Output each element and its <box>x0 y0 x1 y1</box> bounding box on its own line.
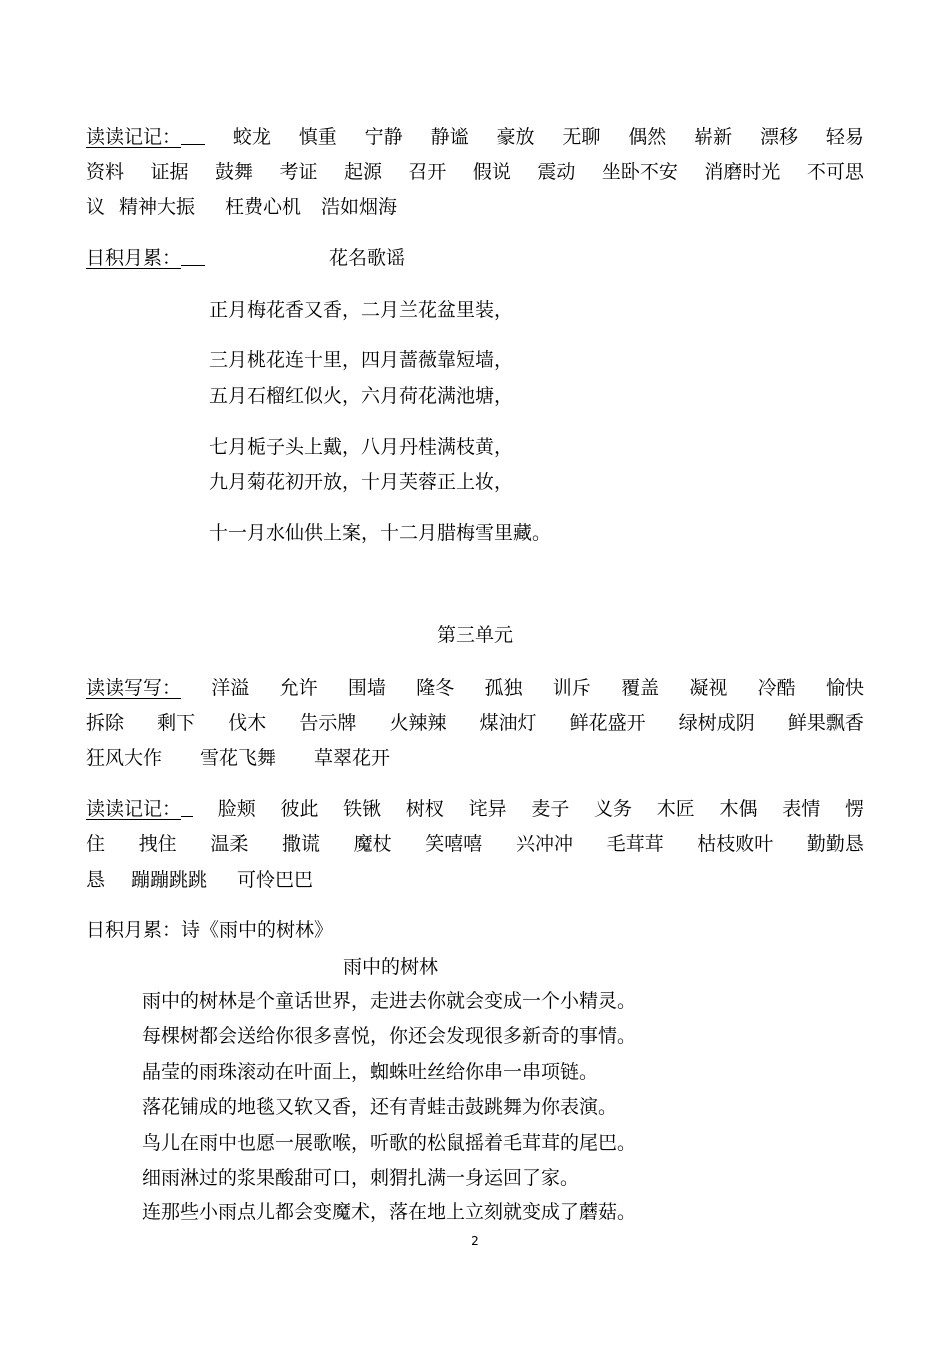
section-label: 读读记记： <box>86 798 182 820</box>
poem-line: 鸟儿在雨中也愿一展歌喉，听歌的松鼠摇着毛茸茸的尾巴。 <box>142 1132 637 1154</box>
section-label: 日积月累： <box>86 247 182 269</box>
poem-line: 九月菊花初开放，十月芙蓉正上妆， <box>209 471 514 493</box>
vocab-line <box>86 194 864 220</box>
poem-line: 每棵树都会送给你很多喜悦，你还会发现很多新奇的事情。 <box>142 1025 637 1047</box>
vocab-word: 证据 <box>150 161 189 183</box>
vocab-word: 撒谎 <box>281 833 320 855</box>
poem-line: 七月栀子头上戴，八月丹桂满枝黄， <box>209 436 514 458</box>
vocab-word: 冷酷 <box>757 677 796 699</box>
vocab-word: 洋溢 <box>211 677 250 699</box>
vocab-word: 表情 <box>782 798 821 820</box>
poem-line: 雨中的树林是个童话世界，走进去你就会变成一个小精灵。 <box>142 990 637 1012</box>
vocab-line <box>86 710 864 736</box>
vocab-word: 毛茸茸 <box>606 833 664 855</box>
section-label: 读读记记： <box>86 126 182 148</box>
poem-title: 花名歌谣 <box>329 247 406 269</box>
vocab-word: 枯枝败叶 <box>697 833 774 855</box>
vocab-line <box>86 831 864 857</box>
vocab-word: 火辣辣 <box>389 712 447 734</box>
vocab-word: 覆盖 <box>621 677 660 699</box>
vocab-word: 愉快 <box>825 677 864 699</box>
vocab-word: 脸颊 <box>217 798 256 820</box>
vocab-word: 蛟龙 <box>232 126 271 148</box>
vocab-word: 拽住 <box>138 833 177 855</box>
vocab-word: 消磨时光 <box>704 161 781 183</box>
vocab-word: 告示牌 <box>299 712 357 734</box>
vocab-word: 考证 <box>279 161 318 183</box>
poem-line: 正月梅花香又香，二月兰花盆里装， <box>209 299 514 321</box>
vocab-word: 伐木 <box>228 712 267 734</box>
vocab-word: 蹦蹦跳跳 <box>131 869 208 891</box>
section-heading: 日积月累：诗《雨中的树林》 <box>86 919 334 941</box>
vocab-line <box>86 745 864 771</box>
vocab-word: 铁锹 <box>343 798 382 820</box>
vocab-line <box>86 867 864 893</box>
vocab-word: 麦子 <box>531 798 570 820</box>
vocab-word: 可怜巴巴 <box>237 869 314 891</box>
section-label: 读读写写： <box>86 677 182 699</box>
vocab-word: 住 <box>86 833 106 855</box>
vocab-word: 兴冲冲 <box>515 833 573 855</box>
vocab-word: 彼此 <box>280 798 319 820</box>
vocab-line <box>86 796 864 822</box>
vocab-word: 木匠 <box>656 798 695 820</box>
vocab-word: 诧异 <box>468 798 507 820</box>
vocab-word: 训斥 <box>552 677 591 699</box>
vocab-word: 假说 <box>472 161 511 183</box>
vocab-word: 宁静 <box>364 126 403 148</box>
poem-line: 三月桃花连十里，四月蔷薇靠短墙， <box>209 349 514 371</box>
vocab-word: 拆除 <box>86 712 125 734</box>
vocab-word: 偶然 <box>628 126 667 148</box>
vocab-word: 孤独 <box>484 677 523 699</box>
vocab-word: 木偶 <box>719 798 758 820</box>
vocab-word: 精神大振 <box>119 196 196 218</box>
vocab-word: 愣 <box>844 798 864 820</box>
vocab-word: 起源 <box>343 161 382 183</box>
page-number: 2 <box>471 1234 479 1248</box>
vocab-word: 慎重 <box>298 126 337 148</box>
vocab-line <box>86 675 864 701</box>
vocab-word: 豪放 <box>496 126 535 148</box>
vocab-word: 草翠花开 <box>314 747 391 769</box>
vocab-word: 无聊 <box>562 126 601 148</box>
vocab-word: 树杈 <box>405 798 444 820</box>
vocab-word: 笑嘻嘻 <box>425 833 483 855</box>
vocab-word: 浩如烟海 <box>321 196 398 218</box>
vocab-word: 煤油灯 <box>479 712 537 734</box>
vocab-word: 轻易 <box>825 126 864 148</box>
unit-title: 第三单元 <box>436 624 513 646</box>
vocab-word: 坐卧不安 <box>601 161 678 183</box>
vocab-word: 围墙 <box>347 677 386 699</box>
vocab-word: 隆冬 <box>416 677 455 699</box>
vocab-word: 剩下 <box>157 712 196 734</box>
vocab-word: 议 <box>86 196 106 218</box>
vocab-word: 雪花飞舞 <box>200 747 277 769</box>
vocab-word: 狂风大作 <box>86 747 163 769</box>
poem-line: 晶莹的雨珠滚动在叶面上，蜘蛛吐丝给你串一串项链。 <box>142 1061 599 1083</box>
vocab-word: 义务 <box>594 798 633 820</box>
vocab-word: 崭新 <box>694 126 733 148</box>
vocab-word: 不可思 <box>806 161 864 183</box>
vocab-word: 魔杖 <box>353 833 392 855</box>
vocab-word: 温柔 <box>210 833 249 855</box>
vocab-word: 资料 <box>86 161 125 183</box>
poem-line: 连那些小雨点儿都会变魔术，落在地上立刻就变成了蘑菇。 <box>142 1201 637 1223</box>
poem-line: 细雨淋过的浆果酸甜可口，刺猬扎满一身运回了家。 <box>142 1167 580 1189</box>
vocab-word: 允许 <box>279 677 318 699</box>
vocab-line <box>86 159 864 185</box>
vocab-word: 召开 <box>408 161 447 183</box>
section-heading <box>86 245 864 271</box>
vocab-word: 枉费心机 <box>225 196 302 218</box>
poem-line: 五月石榴红似火，六月荷花满池塘， <box>209 385 514 407</box>
vocab-word: 鲜花盛开 <box>569 712 646 734</box>
vocab-word: 凝视 <box>689 677 728 699</box>
vocab-line <box>86 124 864 150</box>
vocab-word: 漂移 <box>760 126 799 148</box>
poem-line: 落花铺成的地毯又软又香，还有青蛙击鼓跳舞为你表演。 <box>142 1096 618 1118</box>
vocab-word: 静谧 <box>430 126 469 148</box>
vocab-word: 勤勤恳 <box>806 833 864 855</box>
vocab-word: 鼓舞 <box>214 161 253 183</box>
vocab-word: 绿树成阴 <box>678 712 755 734</box>
vocab-word: 恳 <box>86 869 106 891</box>
poem-line: 十一月水仙供上案，十二月腊梅雪里藏。 <box>209 522 552 544</box>
vocab-word: 震动 <box>537 161 576 183</box>
vocab-word: 鲜果飘香 <box>787 712 864 734</box>
poem-title: 雨中的树林 <box>343 956 439 978</box>
